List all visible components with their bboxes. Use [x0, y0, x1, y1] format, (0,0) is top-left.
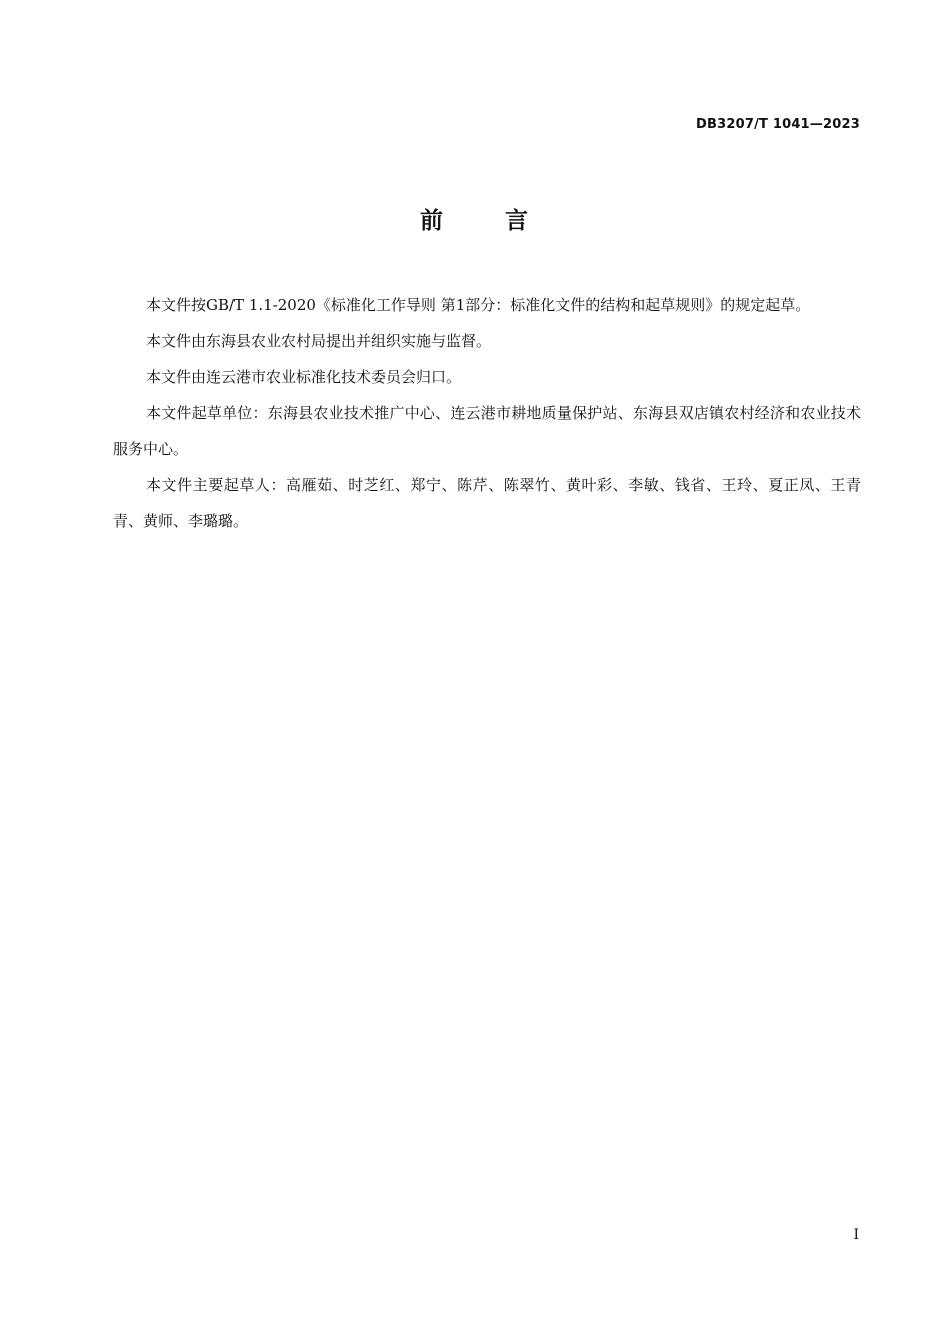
page-number: I [853, 1227, 859, 1243]
drafting-units-paragraph: 本文件起草单位：东海县农业技术推广中心、连云港市耕地质量保护站、东海县双店镇农村经济和农业技术服务中心。 [113, 404, 861, 458]
proposer-paragraph: 本文件由东海县农业农村局提出并组织实施与监督。 [146, 332, 492, 350]
foreword-title-part2: 言 [505, 208, 530, 234]
foreword-body [113, 287, 861, 539]
drafting-rules-paragraph: 本文件按GB/T 1.1-2020《标准化工作导则 第1部分：标准化文件的结构和起草规则》的规定起草。 [146, 296, 811, 314]
foreword-title-part1: 前 [420, 208, 445, 234]
foreword-title [0, 203, 950, 239]
centralized-unit-paragraph: 本文件由连云港市农业标准化技术委员会归口。 [146, 368, 462, 386]
standard-code: DB3207/T 1041—2023 [696, 117, 860, 132]
main-drafters-paragraph: 本文件主要起草人：高雁茹、时芝红、郑宁、陈芹、陈翠竹、黄叶彩、李敏、钱省、王玲、夏正凤、王青青、黄师、李璐璐。 [113, 476, 861, 530]
